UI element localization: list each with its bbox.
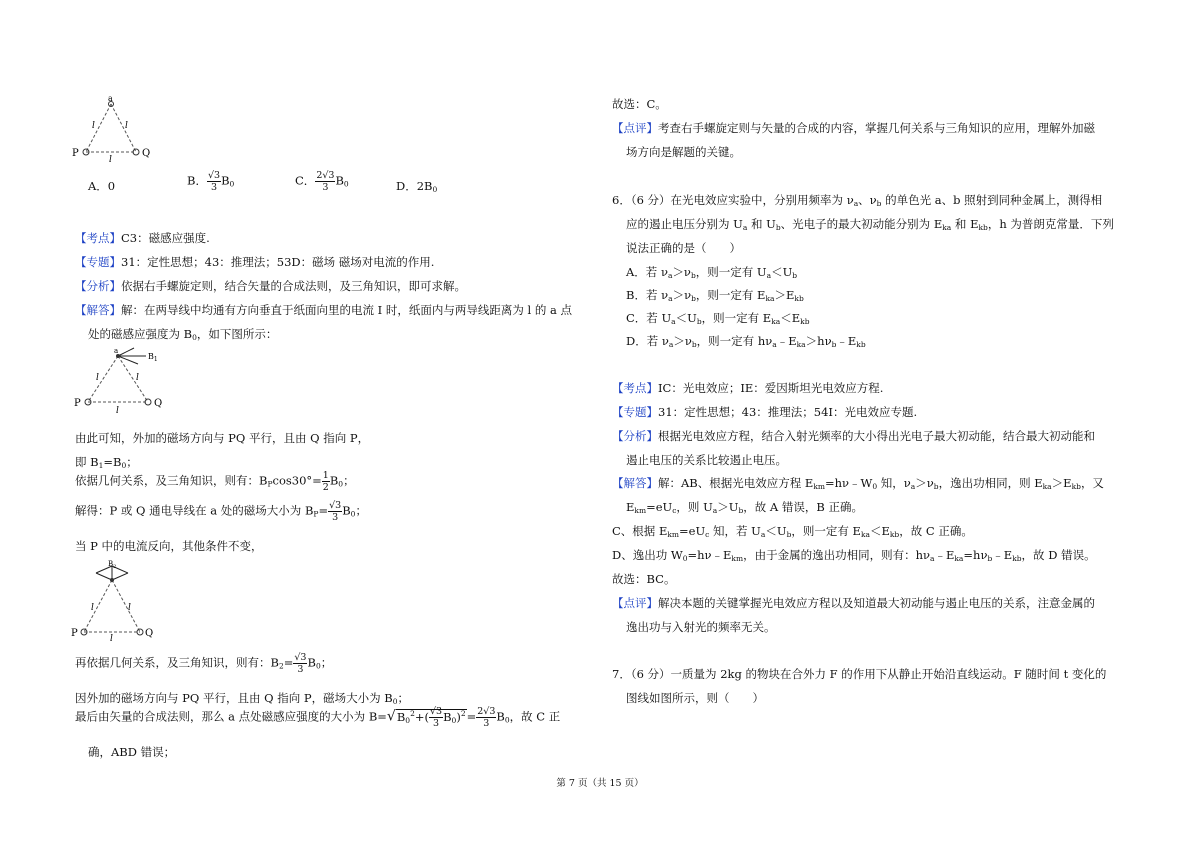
q6-option-c: C．若 $U_a<U_b$，则一定有 $E_{ka}<E_{kb}$ [626, 311, 810, 326]
svg-text:l: l [136, 373, 139, 383]
q6-option-a: A．若 $\nu_a>\nu_b$，则一定有 $U_a<U_b$ [626, 265, 798, 280]
question-7-line-1: 7．（6 分）一质量为 2kg 的物块在合外力 F 的作用下从静止开始沿直线运动。F 随时间 t 变化的 [612, 667, 1107, 681]
fenxi-line-right-2: 遏止电压的关系比较遏止电压。 [626, 453, 787, 467]
svg-text:l: l [109, 155, 112, 165]
fenxi-line: 【分析】依据右手螺旋定则，结合矢量的合成法则，及三角知识，即可求解。 [75, 279, 466, 293]
zhuanti-line: 【专题】31：定性思想；43：推理法；53D：磁场 磁场对电流的作用. [75, 255, 435, 269]
svg-text:P: P [72, 148, 79, 159]
svg-text:P: P [71, 628, 78, 639]
dianping2-line-1: 【点评】解决本题的关键掌握光电效应方程以及知道最大初动能与遏止电压的关系，注意金属的 [612, 596, 1095, 610]
kaodian-line: 【考点】C3：磁感应强度. [75, 231, 210, 245]
svg-text:l: l [125, 121, 128, 131]
answer-c: 故选：C。 [612, 97, 667, 111]
jieda-line-right-1: 【解答】解：AB、根据光电效应方程 $E_{km}=h\nu﹣W_0$ 知，$\nu_a>\nu_b$，逸出功相同，则 $E_{ka}>E_{kb}$，又 [612, 476, 1104, 491]
text-line-6: 再依据几何关系，及三角知识，则有：$B_2=$ $\frac{√3}{3}$ $B_0$； [75, 652, 333, 675]
zhuanti-line-right: 【专题】31：定性思想；43：推理法；54I：光电效应专题. [612, 405, 918, 419]
option-b: B． $\frac{√3}{3}$ $B_0$ [187, 170, 235, 193]
jieda-line-right-2: $E_{km}=eU_c$，则 $U_a>U_b$，故 A 错误，B 正确。 [626, 500, 864, 515]
answer-bc: 故选：BC。 [612, 572, 676, 586]
svg-text:a: a [114, 347, 119, 355]
dianping2-line-2: 逸出功与入射光的频率无关。 [626, 620, 776, 634]
question-7-line-2: 图线如图所示，则（ ） [626, 691, 764, 705]
q6-option-b: B．若 $\nu_a>\nu_b$，则一定有 $E_{ka}>E_{kb}$ [626, 288, 804, 303]
svg-text:l: l [96, 373, 99, 383]
svg-text:B2: $B_2$ [108, 560, 117, 570]
option-c: C． $\frac{2√3}{3}$ $B_0$ [295, 170, 349, 193]
svg-text:Q: Q [142, 148, 151, 159]
svg-text:l: l [116, 406, 119, 416]
text-line-4: 解得：P 或 Q 通电导线在 a 处的磁场大小为 $B_P=$ $\frac{√3}{3}$ $B_0$； [75, 500, 367, 523]
analysis-d-line: D、逸出功 $W_0=h\nu﹣E_{km}$，由于金属的逸出功相同，则有：$h\nu_a﹣E_{ka}=h\nu_b﹣E_{kb}$，故 D 错误。 [612, 548, 1096, 563]
kaodian-line-right: 【考点】IC：光电效应；IE：爱因斯坦光电效应方程. [612, 381, 884, 395]
svg-text:B1: $B_1$ [148, 352, 158, 363]
question-6-line-3: 说法正确的是（ ） [626, 241, 741, 255]
question-6-line-1: 6．（6 分）在光电效应实验中，分别用频率为 $\nu_a$、$\nu_b$ 的单色光 a、b 照射到同种金属上，测得相 [612, 193, 1103, 208]
fenxi-line-right-1: 【分析】根据光电效应方程，结合入射光频率的大小得出光电子最大初动能，结合最大初动能和 [612, 429, 1095, 443]
text-line-3: 依据几何关系，及三角知识，则有：$B_P\cos 30^\circ=$ $\frac{1}{2}$ $B_0$； [75, 470, 355, 493]
q6-option-d: D．若 $\nu_a>\nu_b$，则一定有 $h\nu_a﹣E_{ka}>h\nu_b﹣E_{kb}$ [626, 334, 866, 349]
text-line-7: 因外加的磁场方向与 PQ 平行，且由 Q 指向 P，磁场大小为 $B_0$； [75, 691, 409, 706]
label-a: a [108, 96, 113, 103]
jieda-line-2: 处的磁感应强度为 $B_0$，如下图所示： [88, 327, 278, 342]
triangle-figure-1 [70, 96, 160, 166]
text-line-8: 最后由矢量的合成法则，那么 a 点处磁感应强度的大小为 $B=√B_0^2+$( $\frac{√3}{3}$ $B_0)^2=$ $\frac{2√3}{3}$ $B_0$，故 C 正 [75, 706, 561, 729]
dianping-line-2: 场方向是解题的关键。 [626, 145, 741, 159]
svg-text:l: l [91, 603, 94, 613]
svg-text:Q: Q [145, 628, 154, 639]
text-line-2: 即 $B_1=B_0$； [75, 455, 138, 470]
triangle-figure-3 [70, 560, 160, 642]
jieda-line-1: 【解答】解：在两导线中均通有方向垂直于纸面向里的电流 I 时，纸面内与两导线距离为 l 的 a 点 [75, 303, 573, 317]
text-line-5: 当 P 中的电流反向，其他条件不变， [75, 539, 263, 553]
analysis-c-line: C、根据 $E_{km}=eU_c$ 知，若 $U_a<U_b$，则一定有 $E_{ka}<E_{kb}$，故 C 正确。 [612, 524, 973, 539]
svg-text:l: l [110, 634, 113, 642]
svg-text:l: l [92, 121, 95, 131]
page-footer: 第 7 页（共 15 页） [556, 778, 644, 789]
question-6-line-2: 应的遏止电压分别为 $U_a$ 和 $U_b$、光电子的最大初动能分别为 $E_{ka}$ 和 $E_{kb}$，h 为普朗克常量．下列 [626, 217, 1114, 232]
option-a: A．0 [88, 179, 116, 193]
option-d: D．$2B_0$ [396, 179, 438, 194]
text-line-9: 确，ABD 错误； [88, 745, 176, 759]
svg-text:l: l [128, 603, 131, 613]
text-line-1: 由此可知，外加的磁场方向与 PQ 平行，且由 Q 指向 P， [75, 431, 370, 445]
svg-text:P: P [74, 398, 81, 409]
dianping-line-1: 【点评】考查右手螺旋定则与矢量的合成的内容，掌握几何关系与三角知识的应用，理解外加磁 [612, 121, 1095, 135]
triangle-figure-2 [70, 344, 170, 416]
svg-text:Q: Q [154, 398, 163, 409]
